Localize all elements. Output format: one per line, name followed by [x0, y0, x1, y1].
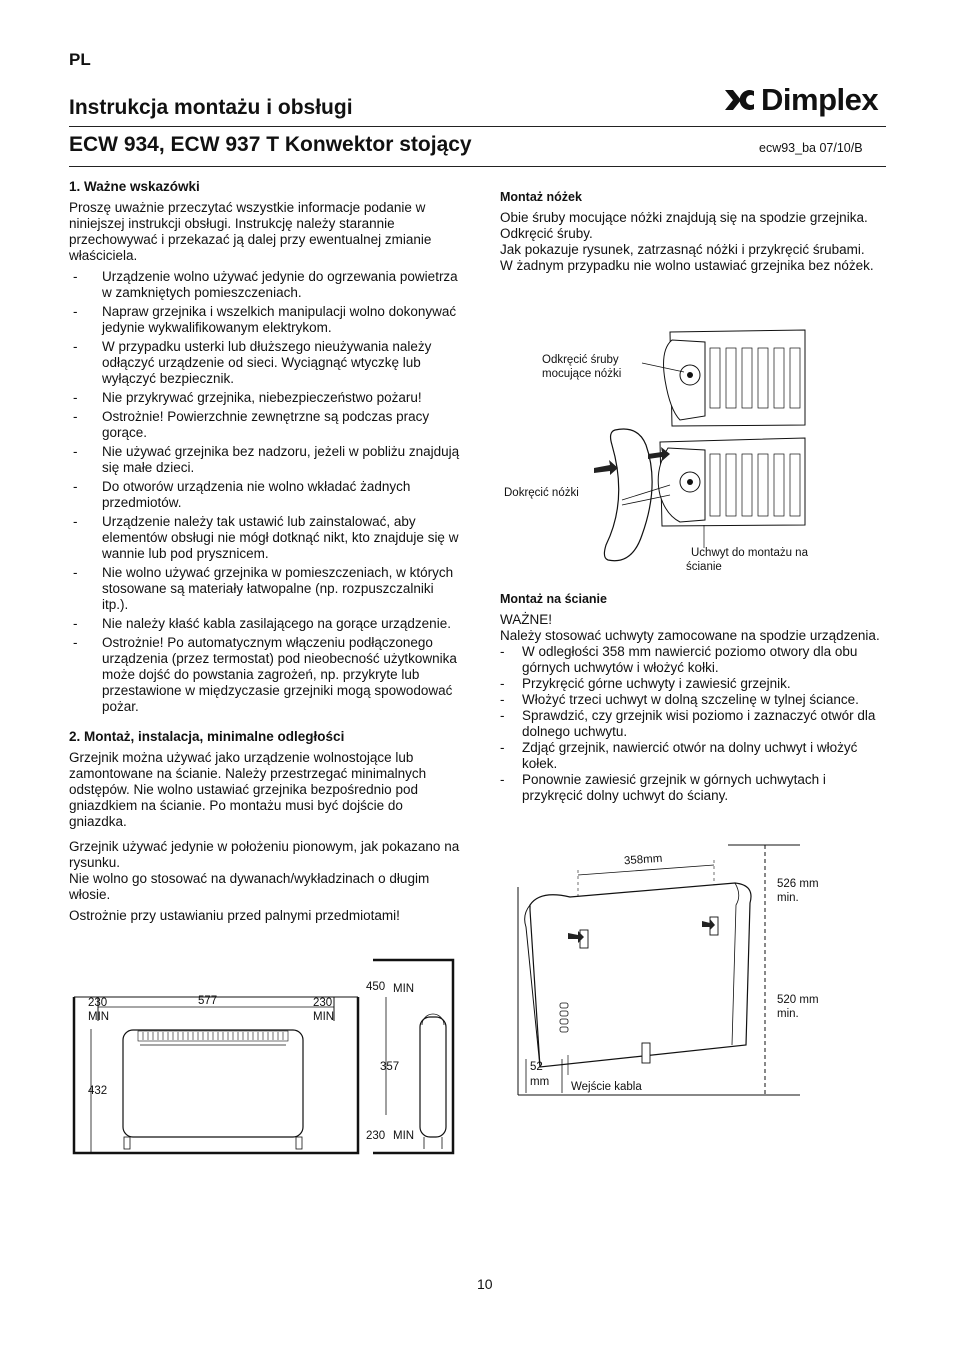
language-code: PL: [69, 50, 91, 69]
clearance-top-min: min.: [777, 892, 799, 904]
clearance-bottom-value: 520 mm: [777, 994, 819, 1006]
heater-width-value: 577: [198, 995, 218, 1007]
unscrew-label: Odkręcić śruby mocujące nóżki: [542, 354, 622, 380]
list-item: - Napraw grzejnika i wszelkich manipulacji wolno dokonywać jedynie wykwalifikowanym elektrykom.: [69, 304, 461, 336]
wall-bracket-label: Uchwyt do montażu na ścianie: [686, 547, 808, 573]
feet-paragraph-1: Obie śruby mocujące nóżki znajdują się na spodzie grzejnika. Odkręcić śruby.: [500, 210, 868, 241]
list-item: - Urządzenie wolno używać jedynie do ogrzewania powietrza w zamkniętych pomieszczeniach.: [69, 269, 461, 301]
list-item: - Do otworów urządzenia nie wolno wkładać żadnych przedmiotów.: [69, 479, 461, 511]
feet-paragraph-3: W żadnym przypadku nie wolno ustawiać grzejnika bez nóżek.: [500, 258, 874, 273]
section-heading-important-notes: 1. Ważne wskazówki: [69, 179, 200, 194]
list-item: - Zdjąć grzejnik, nawiercić otwór na dolny uchwyt i włożyć kołek.: [500, 740, 885, 772]
distance-left-value: 230: [88, 997, 108, 1009]
distance-wall-value: 357: [380, 1061, 400, 1073]
vertical-position-paragraph: Grzejnik używać jedynie w położeniu pionowym, jak pokazano na rysunku.: [69, 839, 460, 870]
document-reference: ecw93_ba 07/10/B: [759, 141, 863, 155]
list-item: - W odległości 358 mm nawiercić poziomo otwory dla obu górnych uchwytów i włożyć kołki.: [500, 644, 885, 676]
cable-entry-label: Wejście kabla: [571, 1081, 642, 1093]
wall-mounting-diagram: [510, 835, 800, 1105]
carpet-paragraph: Nie wolno go stosować na dywanach/wykładzinach o długim włosie.: [69, 871, 430, 902]
dimplex-symbol-icon: [723, 87, 757, 113]
left-column: [69, 179, 461, 924]
brand-logo: [723, 84, 878, 116]
list-item: - Nie używać grzejnika bez nadzoru, jeżeli w pobliżu znajdują się małe dzieci.: [69, 444, 461, 476]
safety-list: [69, 269, 461, 715]
wall-important: WAŻNE!: [500, 612, 552, 627]
list-item: - Urządzenie należy tak ustawić lub zainstalować, aby elementów obsługi nie mógł dotknąć nikt, kto znajduje się w wannie lub pod prysznicem.: [69, 514, 461, 562]
clearance-top-value: 526 mm: [777, 878, 819, 890]
list-item: - Sprawdzić, czy grzejnik wisi poziomo i zaznaczyć otwór dla dolnego uchwytu.: [500, 708, 885, 740]
list-item: - Ostrożnie! Po automatycznym włączeniu podłączonego urządzenia (przez termostat) pod nieobecność użytkownika może dojść do powstania zagrożeń, np. przykryte lub przestawione w międzyczasie grzejniki mogą spowodować pożar.: [69, 635, 461, 715]
list-item: - Nie przykrywać grzejnika, niebezpieczeństwo pożaru!: [69, 390, 461, 406]
page-number: 10: [477, 1276, 493, 1292]
list-item: - Ostrożnie! Powierzchnie zewnętrzne są podczas pracy gorące.: [69, 409, 461, 441]
page-title: Instrukcja montażu i obsługi: [69, 96, 353, 119]
right-column-feet: [500, 189, 885, 274]
section-heading-installation: 2. Montaż, instalacja, minimalne odległości: [69, 729, 345, 744]
distance-floor-min: MIN: [393, 1130, 415, 1142]
heater-height-value: 432: [88, 1085, 108, 1097]
clearance-bottom-min: min.: [777, 1008, 799, 1020]
flammable-paragraph: Ostrożnie przy ustawianiu przed palnymi przedmiotami!: [69, 908, 400, 923]
distance-left-min: MIN: [88, 1011, 110, 1023]
list-item: - Przykręcić górne uchwyty i zawiesić grzejnik.: [500, 676, 885, 692]
header-rule-top: [69, 126, 886, 127]
wall-steps-list: [500, 644, 885, 804]
distance-floor-value: 230: [366, 1130, 386, 1142]
product-title: ECW 934, ECW 937 T Konwektor stojący: [69, 133, 472, 156]
distance-right-value: 230: [313, 997, 333, 1009]
spacing-358-label: 358mm: [623, 852, 663, 868]
wall-mounting-heading: Montaż na ścianie: [500, 592, 607, 606]
wall-paragraph: Należy stosować uchwyty zamocowane na spodzie urządzenia.: [500, 628, 880, 643]
distance-right-min: MIN: [313, 1011, 335, 1023]
floor-gap-value: 52: [530, 1061, 543, 1073]
brand-name: Dimplex: [761, 82, 879, 117]
tighten-feet-label: Dokręcić nóżki: [504, 487, 579, 499]
floor-gap-unit: mm: [530, 1076, 550, 1088]
installation-paragraph: Grzejnik można używać jako urządzenie wolnostojące lub zamontowane na ścianie. Należy przestrzegać minimalnych odstępów. Nie wolno ustawiać grzejnika bezpośrednio pod gniazdkiem na ścianie. Po montażu musi być dojście do gniazdka.: [69, 750, 427, 829]
list-item: - Nie wolno używać grzejnika w pomieszczeniach, w których stosowane są materiały łatwopalne (np. rozpuszczalniki itp.).: [69, 565, 461, 613]
feet-paragraph-2: Jak pokazuje rysunek, zatrzasnąć nóżki i przykręcić śrubami.: [500, 242, 865, 257]
distance-top-value: 450: [366, 981, 386, 993]
feet-heading: Montaż nóżek: [500, 190, 582, 204]
list-item: - Nie należy kłaść kabla zasilającego na gorące urządzenie.: [69, 616, 461, 632]
intro-paragraph: Proszę uważnie przeczytać wszystkie informacje podanie w niniejszej instrukcji obsługi. Instrukcję należy starannie przechowywać i przekazać ją dalej przy ewentualnej zmianie właściciela.: [69, 200, 432, 263]
right-column-wall: [500, 591, 885, 804]
list-item: - Ponownie zawiesić grzejnik w górnych uchwytach i przykręcić dolny uchwyt do ściany.: [500, 772, 885, 804]
list-item: - Włożyć trzeci uchwyt w dolną szczelinę w tylnej ściance.: [500, 692, 885, 708]
list-item: - W przypadku usterki lub dłuższego nieużywania należy odłączyć urządzenie od sieci. Wyciągnąć wtyczkę lub wyłączyć bezpiecznik.: [69, 339, 461, 387]
distance-top-min: MIN: [393, 983, 415, 995]
header-rule-bottom: [69, 166, 886, 167]
